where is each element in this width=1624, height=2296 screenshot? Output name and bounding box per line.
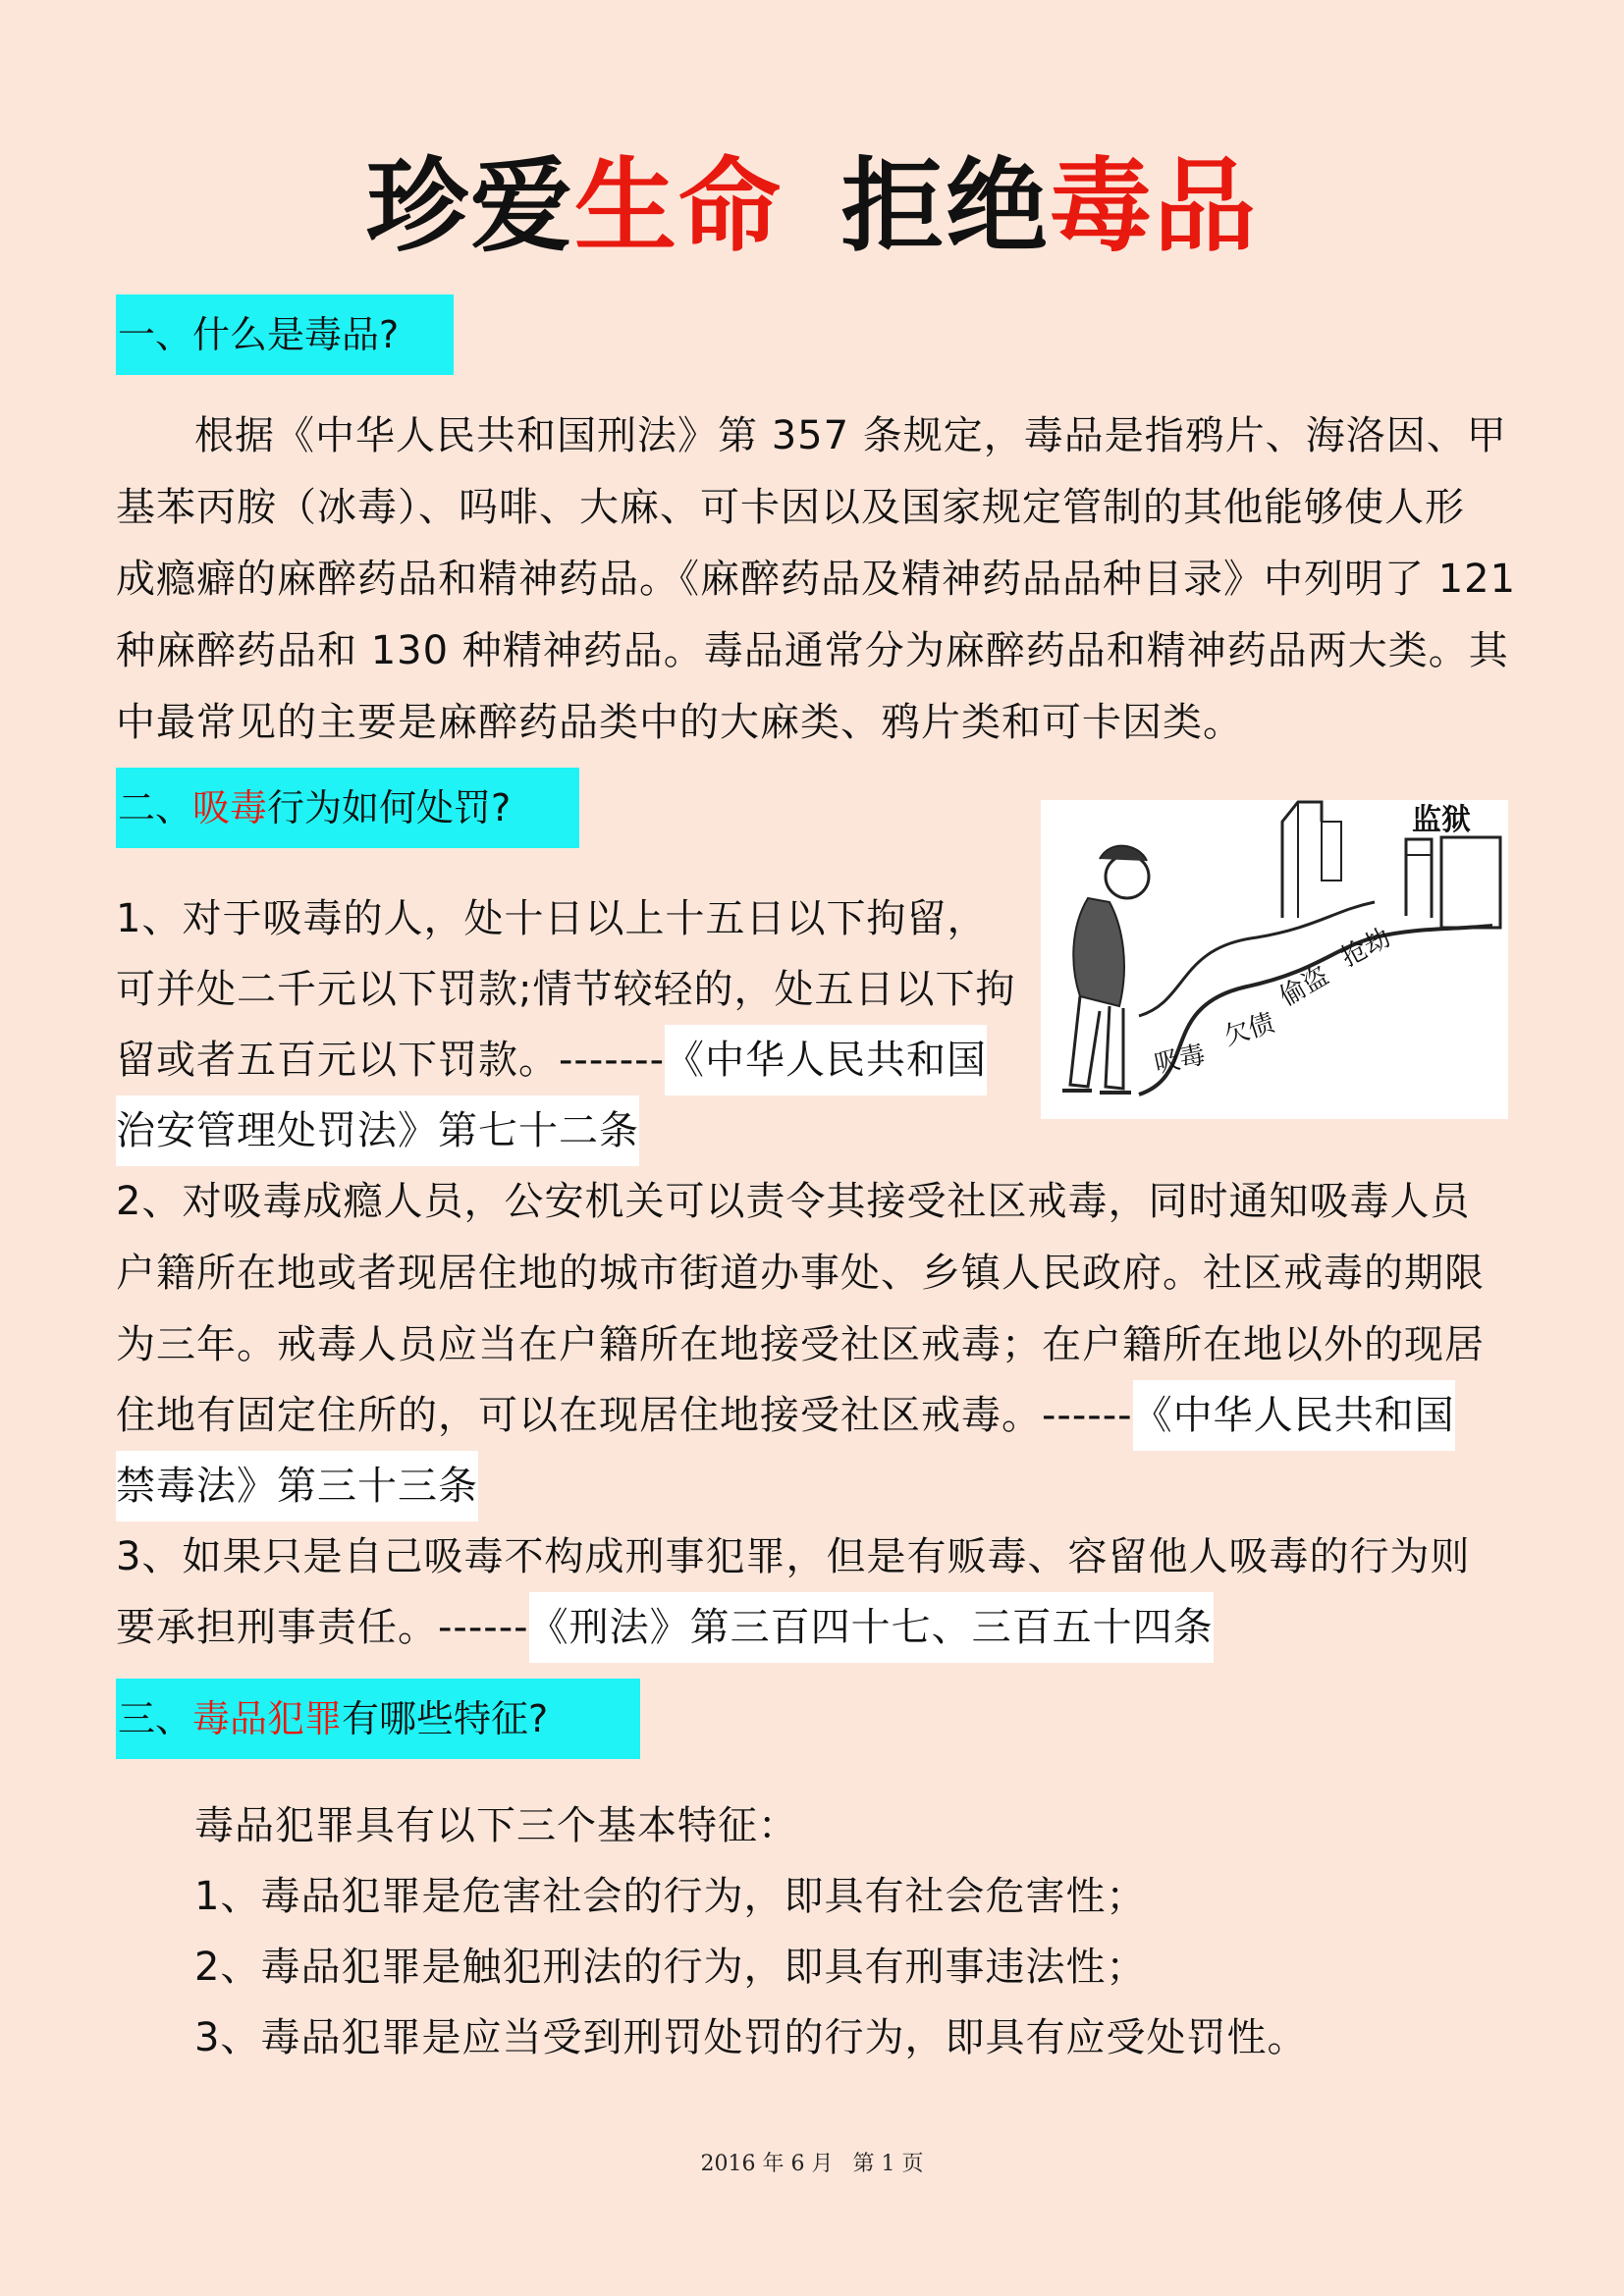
page-title — [0, 147, 1624, 265]
footer-page-number: 第 1 页 — [852, 2152, 924, 2176]
title-part-2: 生命 — [573, 146, 783, 266]
item-3-line: 3、如果只是自己吸毒不构成刑事犯罪，但是有贩毒、容留他人吸毒的行为则 — [116, 1534, 1471, 1579]
item-1-line: 1、对于吸毒的人，处十日以上十五日以下拘留， — [116, 896, 988, 941]
section-3-heading-post: 有哪些特征? — [342, 1697, 549, 1740]
prison-path-illustration — [1041, 800, 1508, 1119]
item-3-text: 要承担刑事责任。------ — [116, 1605, 529, 1650]
page-footer — [0, 2147, 1624, 2177]
section-2-heading — [116, 768, 579, 848]
section-1-line: 中最常见的主要是麻醉药品类中的大麻类、鸦片类和可卡因类。 — [116, 700, 1243, 745]
section-3-heading-red: 毒品犯罪 — [192, 1697, 343, 1740]
section-3-heading-pre: 三、 — [118, 1697, 193, 1740]
footer-date: 2016 年 6 月 — [700, 2152, 834, 2176]
item-1-line: 可并处二千元以下罚款;情节较轻的，处五日以下拘 — [116, 967, 1016, 1012]
prison-sign: 监狱 — [1412, 803, 1471, 837]
section-1-line: 基苯丙胺（冰毒）、吗啡、大麻、可卡因以及国家规定管制的其他能够使人形 — [116, 485, 1465, 530]
item-1-line — [116, 1025, 987, 1095]
section-3-line: 3、毒品犯罪是应当受到刑罚处罚的行为，即具有应受处罚性。 — [194, 2015, 1308, 2060]
item-2-text: 住地有固定住所的，可以在现居住地接受社区戒毒。------ — [116, 1393, 1133, 1438]
section-2-heading-post: 行为如何处罚? — [267, 786, 512, 829]
item-2-line: 2、对吸毒成瘾人员，公安机关可以责令其接受社区戒毒，同时通知吸毒人员 — [116, 1179, 1471, 1224]
item-3-line — [116, 1592, 1214, 1663]
section-1-line: 成瘾癖的麻醉药品和精神药品。《麻醉药品及精神药品品种目录》中列明了 121 — [116, 557, 1517, 602]
path-word: 抢劫 — [1336, 923, 1396, 974]
title-part-3: 拒绝 — [841, 146, 1051, 266]
item-2-line — [116, 1380, 1455, 1451]
path-word: 吸毒 — [1152, 1040, 1209, 1080]
prison-path-drawing — [1041, 800, 1508, 1119]
section-2-heading-pre: 二、 — [118, 786, 193, 829]
section-2-heading-red: 吸毒 — [192, 786, 268, 829]
section-1-line: 种麻醉药品和 130 种精神药品。毒品通常分为麻醉药品和精神药品两大类。其 — [116, 628, 1509, 673]
item-1-citation: 《中华人民共和国 — [665, 1025, 987, 1095]
section-3-line: 2、毒品犯罪是触犯刑法的行为，即具有刑事违法性； — [194, 1945, 1147, 1990]
section-3-line: 毒品犯罪具有以下三个基本特征： — [194, 1803, 798, 1848]
item-2-citation-cont: 禁毒法》第三十三条 — [116, 1451, 478, 1522]
item-3-citation: 《刑法》第三百四十七、三百五十四条 — [529, 1592, 1214, 1663]
section-1-heading: 一、什么是毒品? — [116, 294, 454, 375]
path-word: 欠债 — [1219, 1008, 1278, 1052]
item-2-line: 户籍所在地或者现居住地的城市街道办事处、乡镇人民政府。社区戒毒的期限 — [116, 1251, 1485, 1296]
title-part-4: 毒品 — [1050, 146, 1259, 266]
item-1-text: 留或者五百元以下罚款。------- — [116, 1038, 666, 1083]
section-3-line: 1、毒品犯罪是危害社会的行为，即具有社会危害性； — [194, 1874, 1147, 1919]
item-2-citation: 《中华人民共和国 — [1133, 1380, 1455, 1451]
item-1-citation-cont: 治安管理处罚法》第七十二条 — [116, 1095, 639, 1166]
section-3-heading — [116, 1679, 640, 1759]
section-1-line: 根据《中华人民共和国刑法》第 357 条规定，毒品是指鸦片、海洛因、甲 — [194, 413, 1507, 458]
title-part-1: 珍爱 — [365, 146, 574, 266]
path-word: 偷盗 — [1274, 961, 1334, 1013]
item-2-line: 为三年。戒毒人员应当在户籍所在地接受社区戒毒；在户籍所在地以外的现居 — [116, 1322, 1485, 1367]
